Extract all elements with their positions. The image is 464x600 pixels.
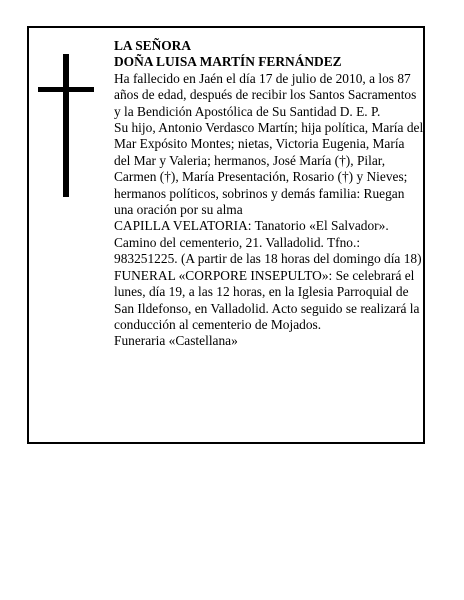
death-announcement: Ha fallecido en Jaén el día 17 de julio de 2010, a los 87 años de edad, después de recibir los Santos Sacramentos y la Bendición Apostólica de Su Santidad D. E. P.	[114, 70, 417, 119]
title-line-1: LA SEÑORA	[114, 38, 192, 53]
family-list: Su hijo, Antonio Verdasco Martín; hija política, María del Mar Expósito Montes; nietas, Victoria Eugenia, María del Mar y Valeria; hermanos, José María (†), Pilar, Carmen (†), María Presentación, Rosario (†) y Nieves; hermanos políticos, sobrinos y demás familia: Ruegan una oración por su alma	[114, 120, 424, 218]
wake-info: CAPILLA VELATORIA: Tanatorio «El Salvador». Camino del cementerio, 21. Valladolid. Tfno.: 983251225. (A partir de las 18 horas del domingo día 18)	[114, 218, 422, 267]
cross-icon-bar	[38, 87, 94, 92]
funeral-home: Funeraria «Castellana»	[114, 333, 238, 349]
deceased-name: DOÑA LUISA MARTÍN FERNÁNDEZ	[114, 54, 342, 70]
obituary-text	[114, 38, 424, 350]
cross-icon	[63, 54, 69, 197]
funeral-info: FUNERAL «CORPORE INSEPULTO»: Se celebrará el lunes, día 19, a las 12 horas, en la Iglesia Parroquial de San Ildefonso, en Valladolid. Acto seguido se realizará la conducción al cementerio de Mojados.	[114, 267, 420, 332]
